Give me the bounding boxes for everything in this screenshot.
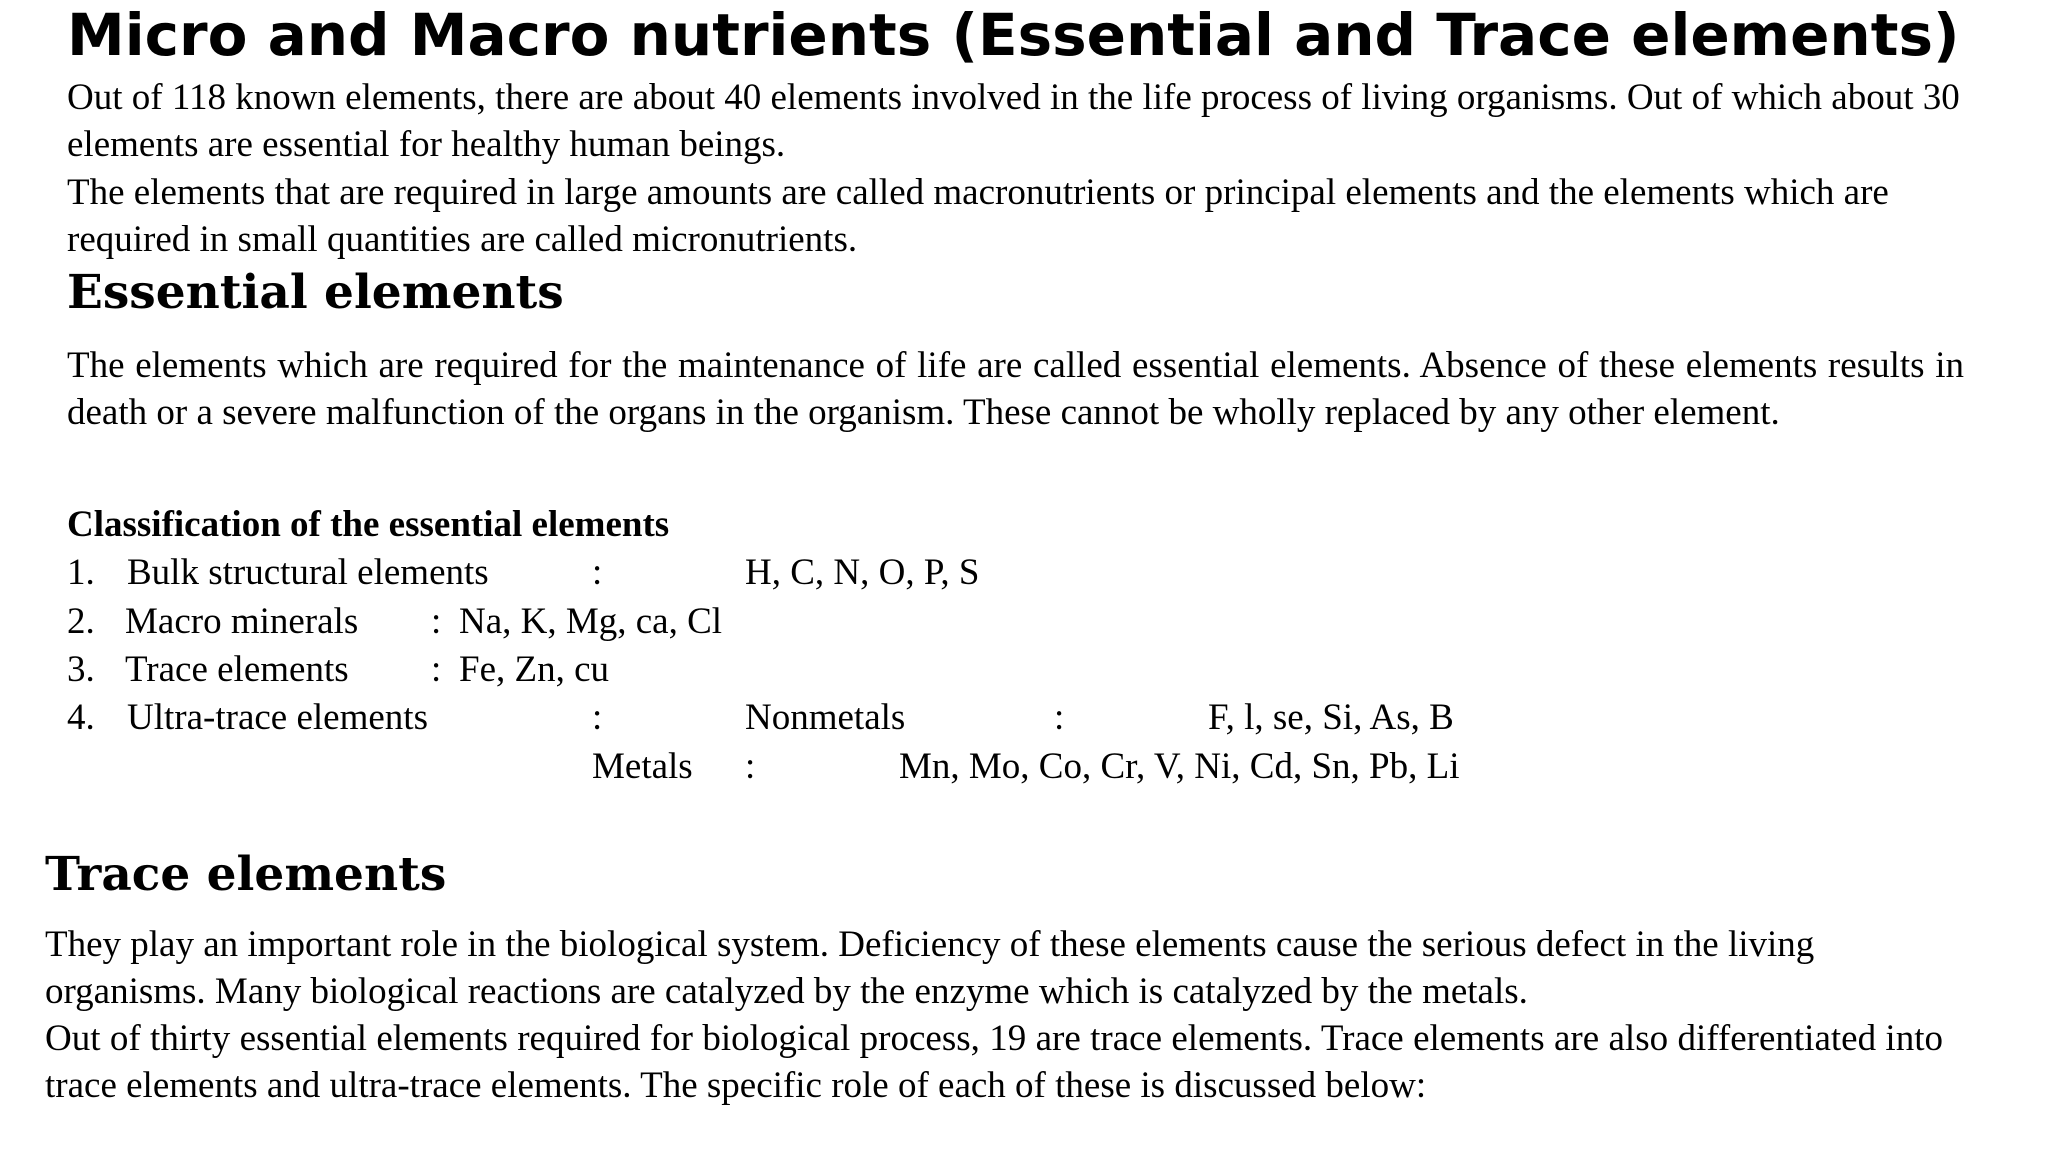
list-item-label: Trace elements bbox=[125, 649, 349, 690]
list-item-separator: : bbox=[431, 601, 442, 642]
list-item-value: H, C, N, O, P, S bbox=[745, 552, 980, 593]
list-item-number: 1. bbox=[67, 552, 95, 593]
list-item-value: Fe, Zn, cu bbox=[459, 649, 610, 690]
trace-elements-paragraph-2: Out of thirty essential elements required for biological process, 19 are trace elements. Trace elements are also differentiated into trace elements and ultra-trace elements. The specific role of each of these is discussed below: bbox=[45, 1018, 1943, 1106]
trace-elements-heading: Trace elements bbox=[45, 847, 447, 902]
list-item-label: Macro minerals bbox=[125, 601, 359, 642]
metals-separator: : bbox=[745, 746, 756, 787]
intro-paragraph-2: The elements that are required in large amounts are called macronutrients or principal elements and the elements which are required in small quantities are called micronutrients. bbox=[67, 172, 1889, 260]
list-item-number: 3. bbox=[67, 649, 95, 690]
essential-elements-paragraph: The elements which are required for the maintenance of life are called essential elements. Absence of these elements results in death or a severe malfunction of the organs in the organism. These cannot be wholly replaced by any other element. bbox=[67, 345, 1964, 433]
list-item-number: 2. bbox=[67, 601, 95, 642]
classification-heading: Classification of the essential elements bbox=[67, 504, 670, 545]
list-item-label: Bulk structural elements bbox=[127, 552, 489, 593]
list-item-value: Na, K, Mg, ca, Cl bbox=[459, 601, 723, 642]
essential-elements-heading: Essential elements bbox=[67, 265, 564, 320]
nonmetals-label: Nonmetals bbox=[745, 697, 906, 738]
list-item-separator: : bbox=[592, 697, 603, 738]
metals-value: Mn, Mo, Co, Cr, V, Ni, Cd, Sn, Pb, Li bbox=[899, 746, 1460, 787]
nonmetals-value: F, l, se, Si, As, B bbox=[1208, 697, 1454, 738]
metals-label: Metals bbox=[592, 746, 693, 787]
page-title: Micro and Macro nutrients (Essential and Trace elements) bbox=[67, 1, 1960, 69]
list-item-label: Ultra-trace elements bbox=[127, 697, 428, 738]
intro-paragraph-1: Out of 118 known elements, there are about 40 elements involved in the life process of living organisms. Out of which about 30 elements are essential for healthy human beings. bbox=[67, 77, 1960, 165]
list-item-separator: : bbox=[592, 552, 603, 593]
nonmetals-separator: : bbox=[1054, 697, 1065, 738]
trace-elements-paragraph-1: They play an important role in the biological system. Deficiency of these elements cause the serious defect in the living organisms. Many biological reactions are catalyzed by the enzyme which is catalyzed by the metals. bbox=[45, 924, 1815, 1012]
list-item-number: 4. bbox=[67, 697, 95, 738]
list-item-separator: : bbox=[431, 649, 442, 690]
